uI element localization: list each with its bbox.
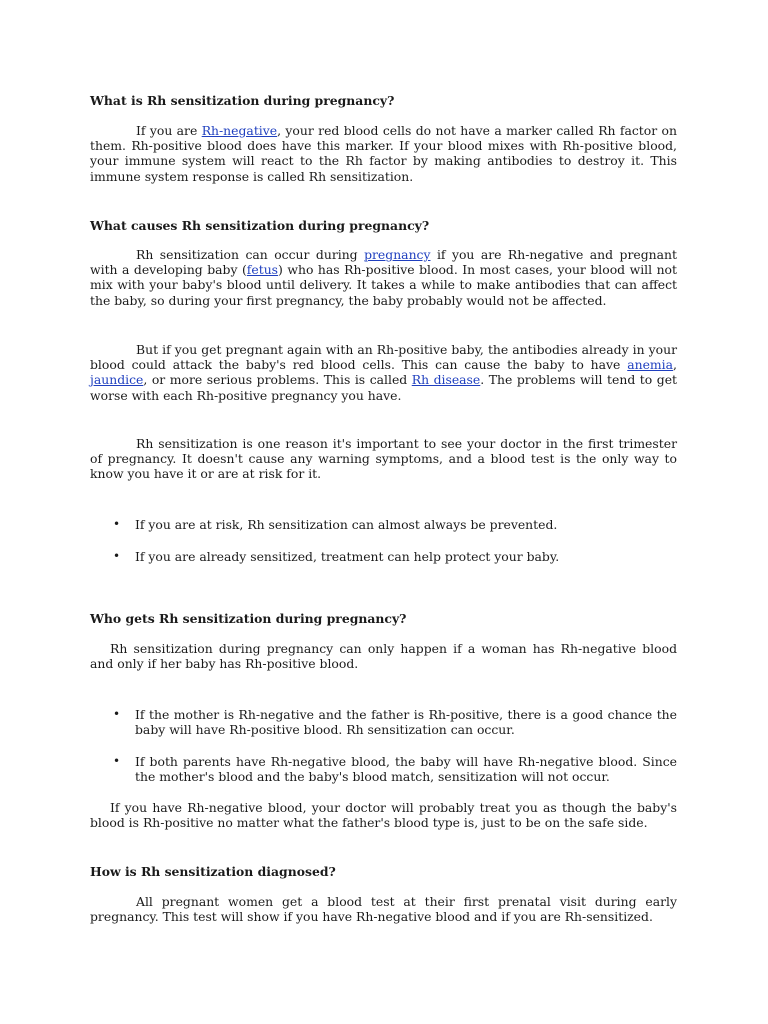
section-heading-causes: What causes Rh sensitization during pregnancy? — [90, 218, 430, 233]
section-heading-what-is: What is Rh sensitization during pregnancy? — [90, 93, 395, 108]
paragraph-causes-1: Rh sensitization can occur during pregnancy if you are Rh-negative and pregnant with a developing baby (fetus) who has Rh-positive blood. In most cases, your blood will not mix with your baby's blood until delivery. It takes a while to make antibodies that can affect the baby, so during your first pregnancy, the baby probably would not be affected. — [90, 247, 677, 308]
bullet-icon: • — [113, 707, 121, 721]
paragraph-causes-3: Rh sensitization is one reason it's important to see your doctor in the first trimester of pregnancy. It doesn't cause any warning symptoms, and a blood test is the only way to know you have it or are at risk for it. — [90, 436, 677, 482]
link-jaundice[interactable]: jaundice — [90, 372, 144, 388]
bullet-item: • If the mother is Rh-negative and the father is Rh-positive, there is a good chance the baby will have Rh-positive blood. Rh sensitization can occur. — [113, 707, 677, 738]
bullet-icon: • — [113, 754, 121, 768]
paragraph-diagnosed: All pregnant women get a blood test at their first prenatal visit during early pregnancy. This test will show if you have Rh-negative blood and if you are Rh-sensitized. — [90, 894, 677, 925]
bullet-icon: • — [113, 517, 121, 531]
paragraph-who-gets-1: Rh sensitization during pregnancy can only happen if a woman has Rh-negative blood and only if her baby has Rh-positive blood. — [90, 641, 677, 672]
bullet-icon: • — [113, 549, 121, 563]
link-pregnancy[interactable]: pregnancy — [364, 247, 431, 262]
link-anemia[interactable]: anemia — [627, 357, 674, 373]
bullet-item: • If you are already sensitized, treatment can help protect your baby. — [113, 549, 560, 564]
paragraph-who-gets-2: If you have Rh-negative blood, your doctor will probably treat you as though the baby's blood is Rh-positive no matter what the father's blood type is, just to be on the safe side. — [90, 800, 677, 831]
link-fetus[interactable]: fetus — [246, 262, 279, 278]
link-rh-disease[interactable]: Rh disease — [411, 372, 481, 388]
paragraph-causes-2: But if you get pregnant again with an Rh-positive baby, the antibodies already in your blood could attack the baby's red blood cells. This can cause the baby to have anemia, jaundice, or more serious problems. This is called Rh disease. The problems will tend to get worse with each Rh-positive pregnancy you have. — [90, 342, 678, 403]
section-heading-diagnosed: How is Rh sensitization diagnosed? — [90, 864, 336, 879]
bullet-item: • If you are at risk, Rh sensitization can almost always be prevented. — [113, 517, 558, 532]
bullet-item: • If both parents have Rh-negative blood, the baby will have Rh-negative blood. Since the mother's blood and the baby's blood match, sensitization will not occur. — [113, 754, 677, 785]
section-heading-who-gets: Who gets Rh sensitization during pregnancy? — [90, 611, 407, 626]
link-rh-negative[interactable]: Rh-negative — [201, 123, 278, 138]
paragraph-what-is: If you are Rh-negative, your red blood cells do not have a marker called Rh factor on them. Rh-positive blood does have this marker. If your blood mixes with Rh-positive blood, your immune system will react to the Rh factor by making antibodies to destroy it. This immune system response is called Rh sensitization. — [90, 123, 677, 184]
